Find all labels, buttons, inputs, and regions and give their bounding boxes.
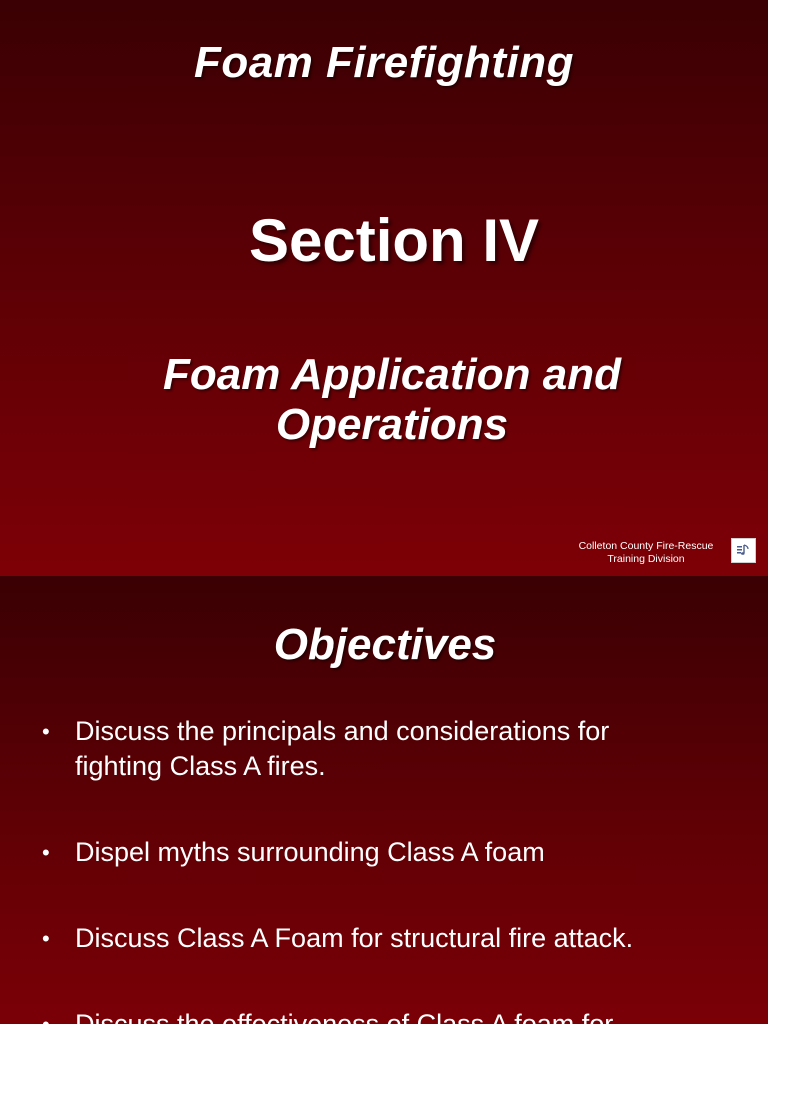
objective-text-line: Dispel myths surrounding Class A foam	[75, 837, 545, 867]
slide-subtitle	[0, 350, 784, 450]
slide-top-title: Foam Firefighting	[193, 38, 575, 87]
objective-text-line: Discuss Class A Foam for structural fire attack.	[75, 923, 634, 953]
slide-footer	[560, 540, 732, 566]
bullet-glyph: •	[42, 1012, 50, 1037]
objective-item	[40, 835, 740, 870]
objectives-title: Objectives	[273, 620, 497, 669]
bullet-glyph: •	[42, 926, 50, 951]
bullet-glyph: •	[42, 840, 50, 865]
objective-item	[40, 1007, 740, 1042]
subtitle-line-1: Foam Application and	[163, 350, 621, 399]
objectives-slide	[0, 576, 768, 1039]
objective-text-line: Discuss the effectiveness of Class A foam for	[75, 1009, 614, 1039]
footer-division: Training Division	[607, 553, 685, 565]
objective-text-line: fighting Class A fires.	[75, 751, 326, 781]
section-title: Section IV	[248, 207, 540, 274]
objective-item	[40, 921, 740, 956]
footer-organization: Colleton County Fire-Rescue	[578, 540, 714, 552]
bullet-glyph: •	[42, 719, 50, 744]
sound-icon[interactable]	[731, 538, 756, 563]
objectives-list	[40, 714, 740, 1093]
objective-item	[40, 714, 740, 784]
subtitle-line-2: Operations	[275, 400, 509, 449]
objective-text-line: Discuss the principals and considerations for	[75, 716, 610, 746]
